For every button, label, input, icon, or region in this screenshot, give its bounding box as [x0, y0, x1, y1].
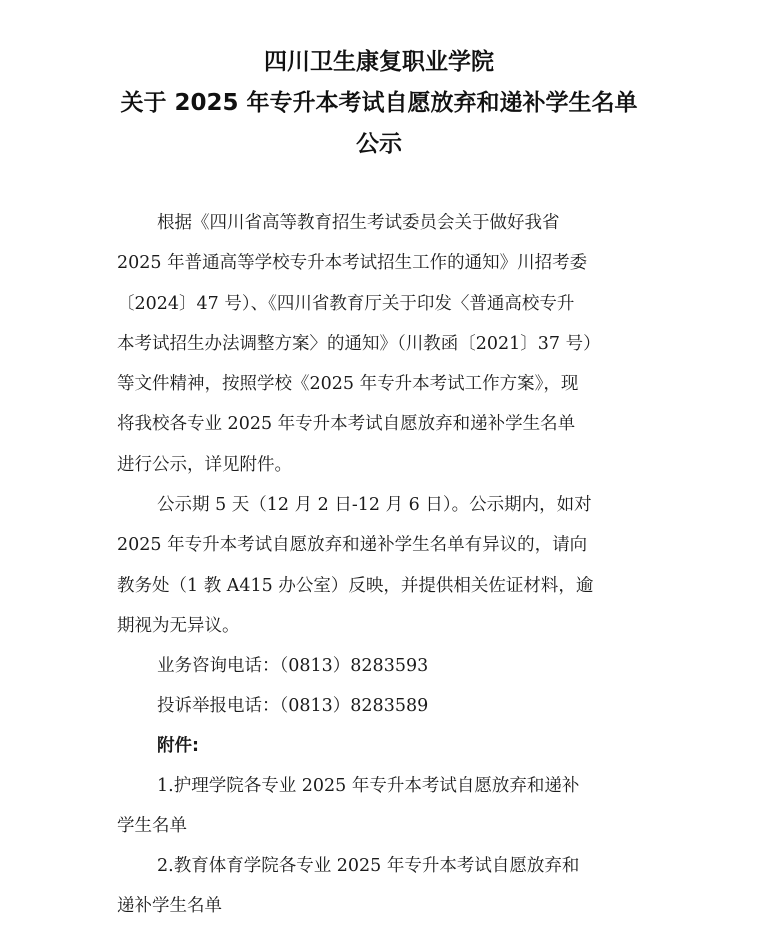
attachment-item [117, 846, 647, 927]
complaint-phone: 投诉举报电话：（0813）8283589 [157, 696, 429, 716]
paragraph-line: 本考试招生办法调整方案〉的通知》（川教函〔2021〕37 号） [117, 333, 601, 354]
paragraph-period [117, 485, 647, 646]
notice-subtitle: 公示 [356, 131, 402, 157]
paragraph-line: 教务处（1 教 A415 办公室）反映，并提供相关佐证材料，逾 [117, 575, 594, 596]
paragraph-line: 公示期 5 天（12 月 2 日-12 月 6 日）。公示期内，如对 [157, 495, 592, 515]
attachments-heading: 附件: [157, 736, 199, 756]
paragraph-line: 期视为无异议。 [117, 615, 240, 636]
paragraph-line: 根据《四川省高等教育招生考试委员会关于做好我省 [157, 213, 560, 233]
paragraph-line: 2025 年专升本考试自愿放弃和递补学生名单有异议的，请向 [117, 535, 588, 556]
paragraph-line: 2025 年普通高等学校专升本考试招生工作的通知》川招考委 [117, 253, 588, 274]
paragraph-line: 〔2024〕47 号）、《四川省教育厅关于印发〈普通高校专升 [117, 293, 575, 314]
attachment-line: 2.教育体育学院各专业 2025 年专升本考试自愿放弃和 [157, 856, 580, 876]
paragraph-line: 将我校各专业 2025 年专升本考试自愿放弃和递补学生名单 [117, 414, 576, 435]
business-phone: 业务咨询电话：（0813）8283593 [157, 656, 429, 676]
institution-name: 四川卫生康复职业学院 [264, 49, 494, 75]
attachment-item [117, 766, 647, 847]
paragraph-line: 等文件精神，按照学校《2025 年专升本考试工作方案》，现 [117, 374, 579, 395]
notice-title: 关于 2025 年专升本考试自愿放弃和递补学生名单 [120, 90, 638, 116]
paragraph-line: 进行公示，详见附件。 [117, 454, 292, 475]
attachment-line: 1.护理学院各专业 2025 年专升本考试自愿放弃和递补 [157, 776, 580, 796]
attachment-line: 学生名单 [117, 816, 187, 837]
attachment-line: 递补学生名单 [117, 896, 222, 917]
paragraph-basis [117, 203, 647, 485]
